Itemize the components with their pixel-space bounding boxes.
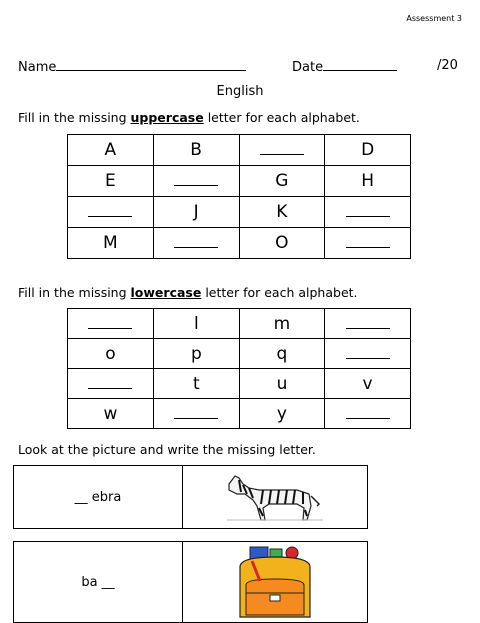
letter-cell: K (239, 197, 325, 228)
instruction-keyword: uppercase (130, 110, 204, 125)
letter-cell: o (68, 339, 154, 369)
table-row (68, 135, 411, 166)
answer-line[interactable] (174, 235, 218, 248)
blank-cell[interactable] (153, 228, 239, 259)
instruction-picture: Look at the picture and write the missing letter. (18, 442, 316, 457)
name-line (56, 58, 246, 71)
picture-item-zebra (13, 465, 368, 529)
letter-cell: J (153, 197, 239, 228)
answer-line[interactable] (88, 376, 132, 389)
blank-cell[interactable] (68, 309, 154, 339)
letter-cell: M (68, 228, 154, 259)
letter-cell: u (239, 369, 324, 399)
answer-line[interactable] (346, 235, 390, 248)
table-row (68, 197, 411, 228)
letter-cell: E (68, 166, 154, 197)
instruction-prefix: Fill in the missing (18, 285, 131, 300)
blank-cell[interactable] (68, 197, 154, 228)
table-row (68, 339, 411, 369)
answer-line[interactable] (174, 406, 218, 419)
instruction-lowercase (18, 285, 358, 300)
zebra-icon (183, 466, 367, 528)
letter-cell: p (153, 339, 239, 369)
answer-line[interactable] (260, 142, 304, 155)
blank-cell[interactable] (325, 309, 411, 339)
table-row (68, 166, 411, 197)
score-label: /20 (437, 58, 458, 73)
table-row (68, 309, 411, 339)
letter-cell: B (153, 135, 239, 166)
table-row (68, 399, 411, 429)
picture-item-backpack (13, 541, 368, 623)
table-row (68, 228, 411, 259)
letter-cell: O (239, 228, 325, 259)
blank-cell[interactable] (325, 339, 411, 369)
instruction-keyword: lowercase (130, 285, 202, 300)
name-label: Name (18, 60, 57, 75)
answer-line[interactable] (88, 316, 132, 329)
letter-cell: t (153, 369, 239, 399)
date-field (292, 58, 397, 75)
answer-line[interactable] (346, 204, 390, 217)
answer-line[interactable] (174, 173, 218, 186)
instruction-suffix: letter for each alphabet. (203, 110, 360, 125)
answer-line[interactable] (88, 204, 132, 217)
answer-line[interactable] (346, 316, 390, 329)
blank-cell[interactable] (153, 166, 239, 197)
blank-cell[interactable] (325, 197, 411, 228)
subject-title: English (216, 84, 264, 99)
answer-line[interactable] (346, 346, 390, 359)
letter-cell: y (239, 399, 324, 429)
letter-cell: D (325, 135, 411, 166)
letter-cell: m (239, 309, 324, 339)
backpack-icon (183, 542, 367, 622)
blank-cell[interactable] (325, 399, 411, 429)
lowercase-table (67, 308, 411, 429)
letter-cell: q (239, 339, 324, 369)
name-field (18, 58, 246, 75)
letter-cell: A (68, 135, 154, 166)
instruction-prefix: Fill in the missing (18, 110, 131, 125)
letter-cell: v (325, 369, 411, 399)
instruction-uppercase (18, 110, 360, 125)
assessment-label: Assessment 3 (406, 14, 462, 23)
letter-cell: w (68, 399, 154, 429)
instruction-suffix: letter for each alphabet. (201, 285, 358, 300)
blank-cell[interactable] (239, 135, 325, 166)
word-prompt: __ ebra (14, 466, 183, 528)
table-row (68, 369, 411, 399)
letter-cell: G (239, 166, 325, 197)
blank-cell[interactable] (325, 228, 411, 259)
date-line (323, 58, 397, 71)
letter-cell: l (153, 309, 239, 339)
uppercase-table (67, 134, 411, 259)
word-prompt: ba __ (14, 542, 183, 622)
answer-line[interactable] (346, 406, 390, 419)
blank-cell[interactable] (153, 399, 239, 429)
blank-cell[interactable] (68, 369, 154, 399)
letter-cell: H (325, 166, 411, 197)
date-label: Date (292, 60, 324, 75)
